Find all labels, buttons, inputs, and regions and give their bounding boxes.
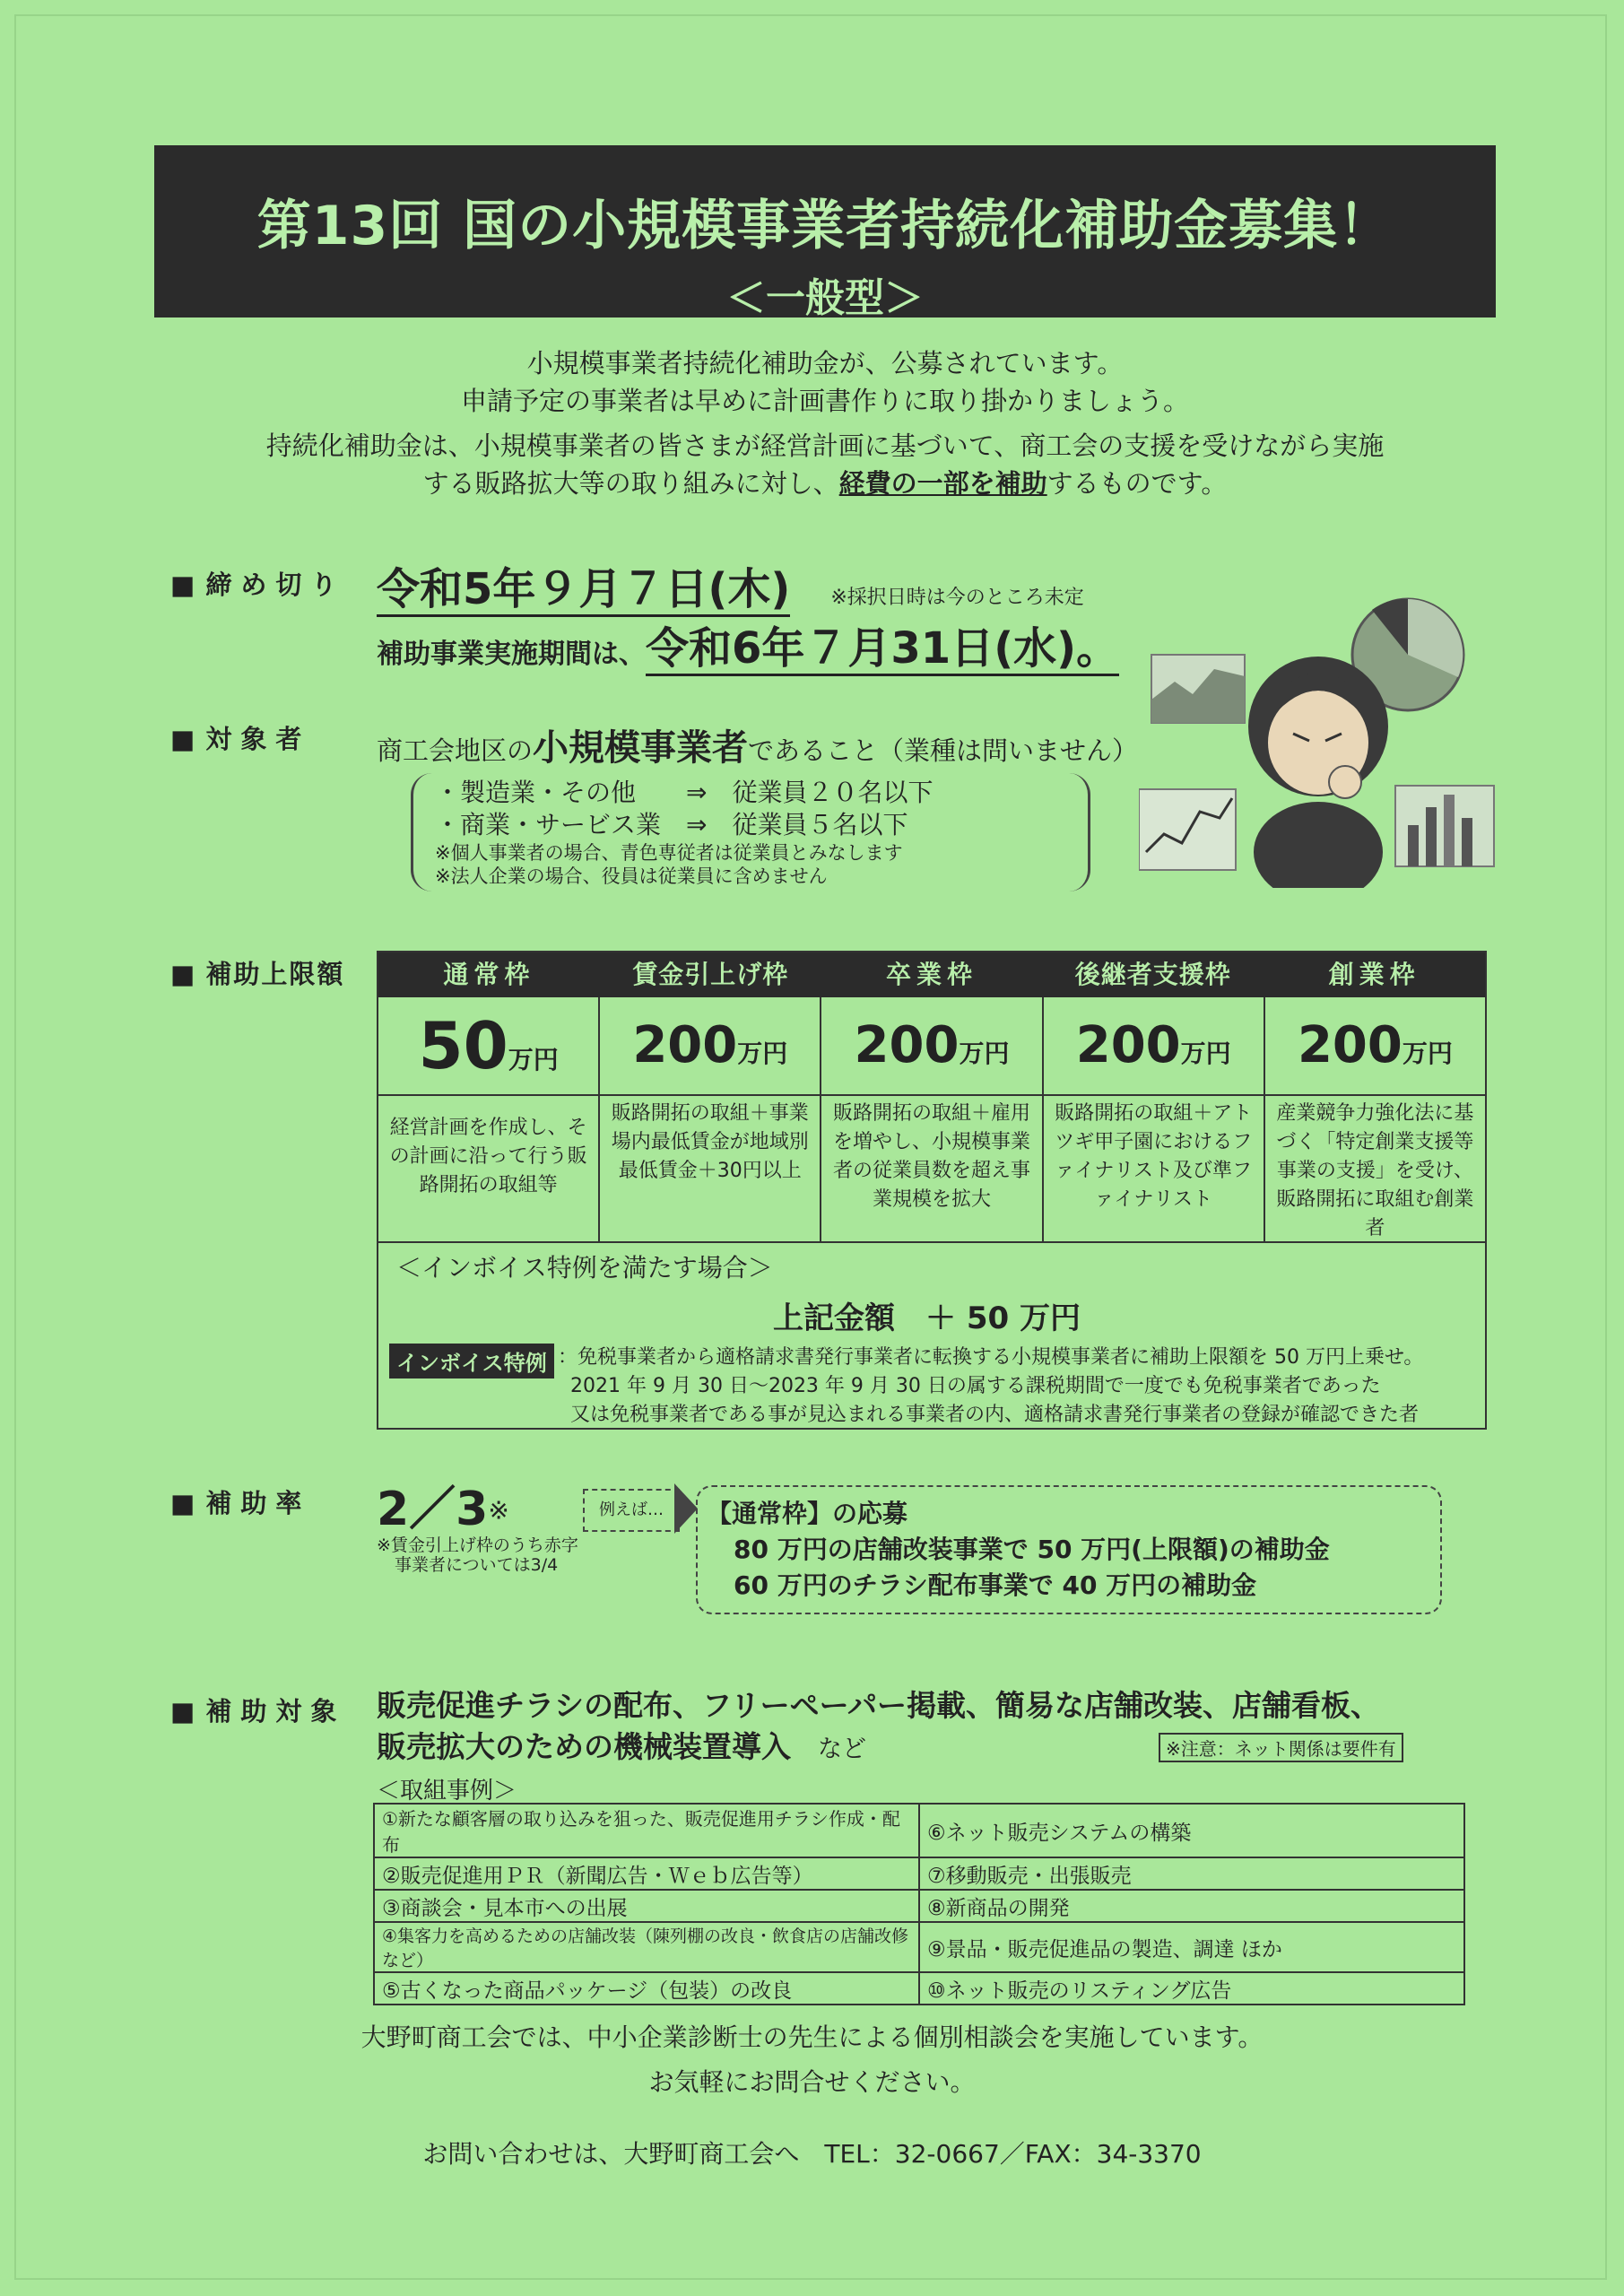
bar-chart-icon [1395,786,1494,866]
subject-line-2-main: 販売拡大のための機械装置導入 [377,1729,791,1764]
case-cell: ⑥ネット販売システムの構築 [919,1804,1464,1857]
deadline-label: ■ 締め切り [170,570,346,600]
subject-line-2-tail: など [818,1735,866,1763]
contact-info: お問い合わせは、大野町商工会へ TEL：32-0667／FAX：34-3370 [422,2139,1202,2169]
target-post: であること（業種は問いません） [748,735,1139,766]
case-cell: ⑤古くなった商品パッケージ（包装）の改良 [374,1972,919,2005]
example-title: 【通常枠】の応募 [707,1499,908,1528]
intro-line-2: 申請予定の事業者は早めに計画書作りに取り掛かりましょう。 [460,386,1189,416]
table-row [374,1857,1464,1890]
subject-line-2 [377,1724,866,1766]
deadline-row [377,554,1084,616]
desc-cell: 販路開拓の取組＋事業場内最低賃金が地域別最低賃金＋30円以上 [600,1096,821,1241]
limit-amount-row [378,997,1485,1094]
invoice-tag: インボイス特例 [389,1344,554,1378]
target-note-2: ※法人企業の場合、役員は従業員に含めません [435,865,828,887]
intro-line-4-bold: 経費の一部を補助 [838,468,1047,499]
table-row [374,1804,1464,1857]
amount-cell: 200万円 [1044,997,1265,1094]
rate-value: 2／3 [377,1483,489,1536]
invoice-section [378,1241,1485,1428]
case-cell: ④集客力を高めるための店舗改装（陳列棚の改良・飲食店の店舗改修など） [374,1922,919,1972]
column-header: 後継者支援枠 [1074,960,1231,989]
invoice-text-3: 又は免税事業者である事が見込まれる事業者の内、適格請求書発行事業者の登録が確認できた者 [570,1404,1420,1426]
intro-line-3: 持続化補助金は、小規模事業者の皆さまが経営計画に基づいて、商工会の支援を受けながら実施 [265,430,1385,461]
line-chart-icon [1139,789,1236,870]
target-row [377,719,1138,770]
table-row [374,1972,1464,2005]
case-cell: ②販売促進用ＰＲ（新聞広告・Ｗｅｂ広告等） [374,1857,919,1890]
deadline-date: 令和5年９月７日(木) [377,564,790,617]
case-cell: ⑧新商品の開発 [919,1890,1464,1922]
person-thinking-illustration [1139,583,1507,888]
period-row [377,613,1119,675]
target-note-1: ※個人事業者の場合、青色専従者は従業員とみなします [435,842,903,864]
table-row [374,1922,1464,1972]
rate-label: ■ 補助率 [170,1488,311,1518]
amount-cell: 50万円 [378,997,600,1094]
cases-table [373,1803,1465,2005]
period-label: 補助事業実施期間は、 [377,639,646,670]
subject-line-1: 販売促進チラシの配布、フリーペーパー掲載、簡易な店舗改装、店舗看板、 [377,1688,1381,1723]
amount-cell: 200万円 [821,997,1043,1094]
person-icon [1248,657,1388,888]
page-title: 第13回 国の小規模事業者持続化補助金募集！ [256,195,1394,257]
target-condition-1: ・製造業・その他 ⇒ 従業員２０名以下 [435,778,934,807]
rate-mark: ※ [488,1495,509,1526]
target-conditions [411,773,1090,891]
period-date: 令和6年７月31日(水)。 [646,623,1119,676]
desc-cell: 販路開拓の取組＋アトツギ甲子園におけるファイナリスト及び準ファイナリスト [1044,1096,1265,1241]
arrow-right-icon [674,1483,698,1534]
desc-cell: 経営計画を作成し、その計画に沿って行う販路開拓の取組等 [378,1096,600,1241]
desc-cell: 販路開拓の取組＋雇用を増やし、小規模事業者の従業員数を超え事業規模を拡大 [821,1096,1043,1241]
column-header: 賃金引上げ枠 [632,960,789,989]
example-tag: 例えば… [583,1489,680,1532]
desc-cell: 産業競争力強化法に基づく「特定創業支援等事業の支援」を受け、販路開拓に取組む創業者 [1276,1102,1474,1239]
rate-note [377,1535,578,1575]
intro-line-4-pre: する販路拡大等の取り組みに対し、 [422,468,839,499]
case-cell: ③商談会・見本市への出展 [374,1890,919,1922]
case-cell: ⑨景品・販売促進品の製造、調達 ほか [919,1922,1464,1972]
target-pre: 商工会地区の [377,735,534,766]
limit-table [377,951,1487,1430]
column-header: 通常枠 [443,960,535,989]
intro-line-4 [179,465,1471,502]
invoice-title: ＜インボイス特例を満たす場合＞ [396,1253,773,1283]
subject-note: ※注意：ネット関係は要件有 [1159,1733,1403,1762]
invoice-text-2: 2021 年 9 月 30 日～2023 年 9 月 30 日の属する課税期間で一度でも免税事業者であった [570,1375,1381,1397]
example-2: 60 万円のチラシ配布事業で 40 万円の補助金 [734,1570,1257,1600]
invoice-amount: 上記金額 ＋ 50 万円 [773,1300,1081,1336]
invoice-text-1: ：免税事業者から適格請求書発行事業者に転換する小規模事業者に補助上限額を 50 万円上乗せ。 [558,1346,1424,1369]
target-condition-2: ・商業・サービス業 ⇒ 従業員５名以下 [435,810,908,839]
case-cell: ⑦移動販売・出張販売 [919,1857,1464,1890]
case-cell: ⑩ネット販売のリスティング広告 [919,1972,1464,2005]
limit-label: ■ 補助上限額 [170,959,345,989]
case-cell: ①新たな顧客層の取り込みを狙った、販売促進用チラシ作成・配布 [374,1804,919,1857]
rate-note-1: ※賃金引上げ枠のうち赤字 [377,1535,578,1555]
limit-desc-row [378,1094,1485,1241]
page-subtitle: ＜一般型＞ [726,275,924,321]
column-header: 卒業枠 [885,960,977,989]
invoice-text [558,1344,1423,1430]
limit-table-header [378,952,1485,997]
amount-cell: 200万円 [1297,1016,1453,1074]
area-chart-icon [1151,655,1245,723]
rate-value-row [377,1471,509,1538]
table-row [374,1890,1464,1922]
footer-line-2: お気軽にお問合せください。 [648,2067,976,2097]
column-header: 創業枠 [1328,960,1420,989]
deadline-note: ※採択日時は今のところ未定 [830,587,1084,609]
example-box [696,1485,1442,1614]
target-label: ■ 対象者 [170,724,311,754]
subject-label: ■ 補助対象 [170,1696,346,1726]
intro-line-4-post: するものです。 [1046,468,1228,499]
amount-cell: 200万円 [600,997,821,1094]
footer-line-1: 大野町商工会では、中小企業診断士の先生による個別相談会を実施しています。 [360,2022,1264,2052]
cases-title: ＜取組事例＞ [377,1778,517,1805]
rate-note-2: 事業者については3/4 [395,1555,559,1575]
intro-line-1: 小規模事業者持続化補助金が、公募されています。 [526,348,1124,378]
title-banner [154,145,1496,321]
example-1: 80 万円の店舗改装事業で 50 万円(上限額)の補助金 [734,1535,1330,1564]
target-bold: 小規模事業者 [533,727,749,769]
